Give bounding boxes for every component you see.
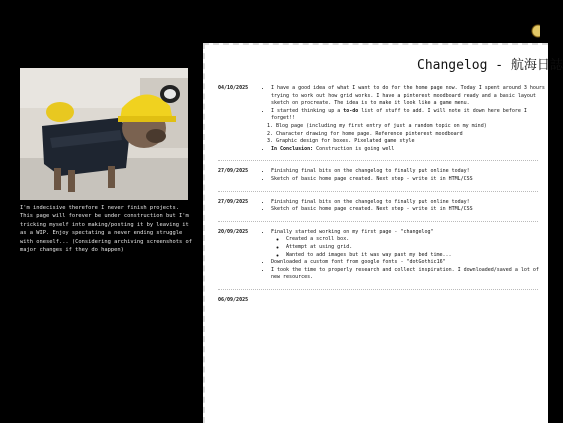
entry-date: 20/09/2025 bbox=[218, 228, 249, 235]
entry-date: 06/09/2025 bbox=[218, 296, 249, 303]
list-item: • Finishing final bits on the changelog to finally put online today! bbox=[271, 199, 548, 207]
list-item: • Sketch of basic home page created. Next step - write it in HTML/CSS bbox=[271, 206, 548, 214]
entry-date: 27/09/2025 bbox=[218, 168, 249, 175]
list-item: • I took the time to properly research and collect inspiration. I downloaded/saved a lot of new resources. bbox=[271, 267, 548, 282]
todo-keyword: to-do bbox=[343, 107, 359, 114]
numbered-item: 1. Blog page (including my first entry of just a random topic on my mind) bbox=[276, 123, 548, 131]
changelog-entry bbox=[218, 199, 548, 214]
divider bbox=[218, 160, 538, 161]
conclusion-item bbox=[271, 146, 548, 154]
divider bbox=[218, 221, 538, 222]
divider bbox=[218, 191, 538, 192]
conclusion-label: In Conclusion: bbox=[271, 145, 314, 152]
sub-item: ◦ Attempt at using grid. bbox=[286, 244, 548, 252]
conclusion-text: Construction is going well bbox=[313, 145, 395, 152]
gold-ornament-icon bbox=[530, 18, 540, 44]
changelog-entry bbox=[218, 85, 548, 153]
list-item: • Downloaded a custom font from google fonts - "dotGothic16" bbox=[271, 259, 548, 267]
list-item-text: Finally started working on my first page - "changelog" bbox=[271, 228, 434, 235]
changelog-panel[interactable] bbox=[203, 43, 563, 423]
sub-item: ◦ Created a scroll box. bbox=[286, 236, 548, 244]
dog-photo bbox=[20, 68, 188, 200]
numbered-item: 3. Graphic design for boxes. Pixelated game style bbox=[276, 138, 548, 146]
list-item: • Sketch of basic home page created. Next step - write it in HTML/CSS bbox=[271, 176, 548, 184]
divider bbox=[218, 289, 538, 290]
list-item: • I have a good idea of what I want to do for the home page now. Today I spent around 3 hours trying to work out how grid works. I have a pinterest moodboard ready and a basic layout sketch on procreate. The idea is to make it look like a game menu. bbox=[271, 85, 548, 108]
changelog-entries bbox=[218, 85, 548, 303]
list-item bbox=[271, 108, 548, 123]
todo-item-text: I started thinking up a to-do list of stuff to add. I will note it down here before I forget!! bbox=[271, 107, 527, 122]
changelog-entry bbox=[218, 229, 548, 282]
list-item bbox=[271, 229, 548, 259]
changelog-entry bbox=[218, 168, 548, 183]
numbered-item: 2. Character drawing for home page. Reference pinterest moodboard bbox=[276, 131, 548, 139]
page-title: Changelog - 航海日誌 bbox=[417, 58, 563, 73]
sub-item: ◦ Wanted to add images but it was way past my bed time... bbox=[286, 252, 548, 260]
intro-caption: I'm indecisive therefore I never finish projects. This page will forever be under construction but I'm tricking myself into making/posting it by leaving it as a WIP. Enjoy spectating a never ending struggle with oneself... (Considering archiving screenshots of major changes if they do happen) bbox=[20, 205, 193, 254]
entry-date: 04/10/2025 bbox=[218, 85, 249, 91]
list-item: • Finishing final bits on the changelog to finally put online today! bbox=[271, 168, 548, 176]
entry-date: 27/09/2025 bbox=[218, 198, 249, 205]
